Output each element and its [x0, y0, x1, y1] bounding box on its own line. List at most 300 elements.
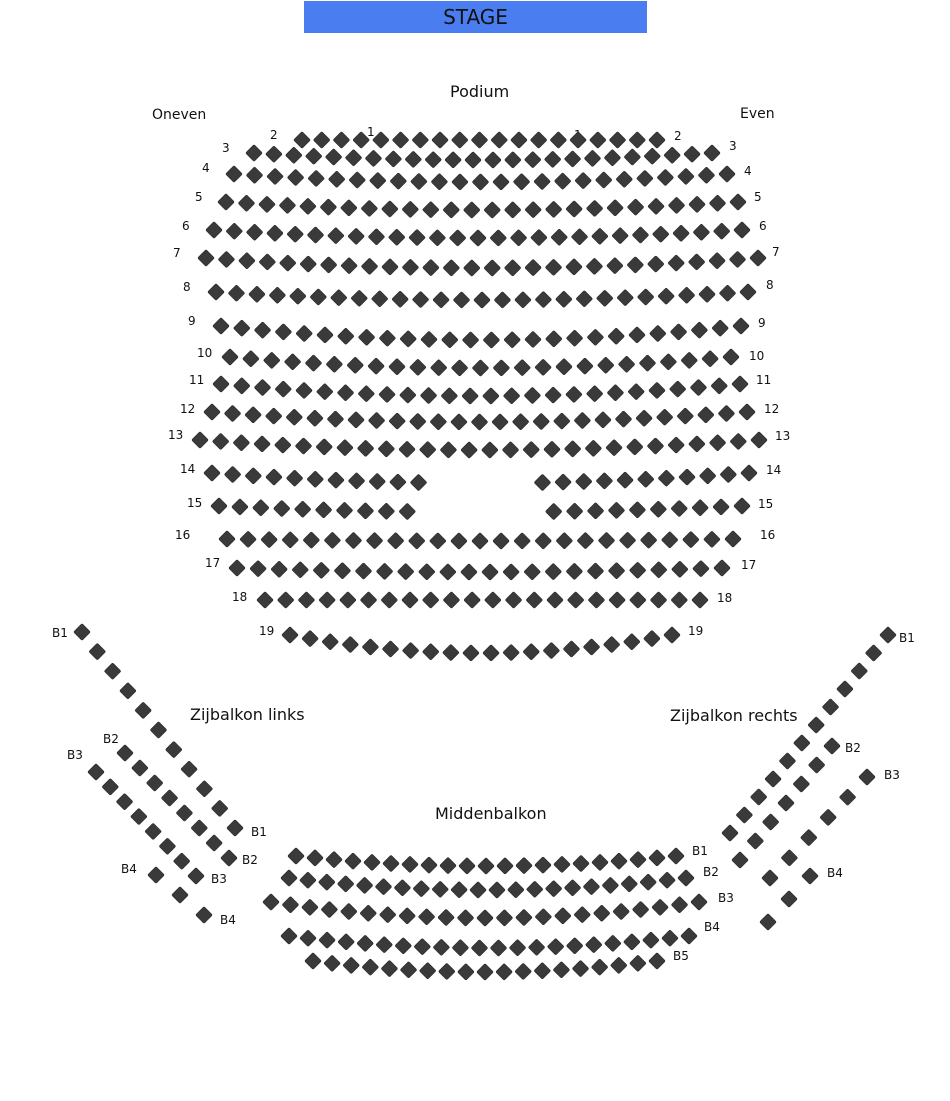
seat-midden-b1[interactable]	[630, 851, 647, 868]
seat-midden-b2[interactable]	[375, 878, 392, 895]
seat-midden-b1[interactable]	[611, 853, 628, 870]
seat-podium-row-2[interactable]	[644, 148, 661, 165]
seat-podium-row-1[interactable]	[491, 132, 508, 149]
seat-podium-row-14[interactable]	[734, 498, 751, 515]
seat-links-b3[interactable]	[188, 868, 205, 885]
seat-podium-row-5[interactable]	[673, 225, 690, 242]
seat-podium-row-7[interactable]	[392, 291, 409, 308]
seat-podium-row-10[interactable]	[275, 381, 292, 398]
seat-podium-row-9[interactable]	[284, 353, 301, 370]
seat-rechts-b3[interactable]	[762, 870, 779, 887]
seat-podium-row-1[interactable]	[471, 132, 488, 149]
seat-podium-row-8[interactable]	[587, 329, 604, 346]
seat-midden-b3[interactable]	[554, 907, 571, 924]
seat-podium-row-16[interactable]	[355, 563, 372, 580]
seat-podium-row-5[interactable]	[266, 225, 283, 242]
seat-podium-row-5[interactable]	[612, 227, 629, 244]
seat-podium-row-7[interactable]	[514, 291, 531, 308]
seat-podium-row-3[interactable]	[657, 169, 674, 186]
seat-midden-b3[interactable]	[379, 906, 396, 923]
seat-midden-b2[interactable]	[564, 879, 581, 896]
seat-midden-b5[interactable]	[381, 960, 398, 977]
seat-podium-row-15[interactable]	[240, 531, 257, 548]
seat-midden-b4[interactable]	[661, 930, 678, 947]
seat-podium-row-8[interactable]	[213, 318, 230, 335]
seat-podium-row-12[interactable]	[357, 440, 374, 457]
seat-links-b4[interactable]	[172, 887, 189, 904]
seat-links-b2[interactable]	[146, 775, 163, 792]
seat-podium-row-4[interactable]	[627, 199, 644, 216]
seat-midden-b5[interactable]	[362, 959, 379, 976]
seat-podium-row-2[interactable]	[584, 150, 601, 167]
seat-podium-row-4[interactable]	[443, 201, 460, 218]
seat-podium-row-12[interactable]	[274, 437, 291, 454]
seat-midden-b2[interactable]	[678, 870, 695, 887]
seat-podium-row-13[interactable]	[741, 465, 758, 482]
seat-midden-b1[interactable]	[326, 851, 343, 868]
seat-podium-row-18[interactable]	[402, 642, 419, 659]
seat-podium-row-6[interactable]	[422, 259, 439, 276]
seat-podium-row-15[interactable]	[472, 533, 489, 550]
seat-midden-b3[interactable]	[263, 894, 280, 911]
seat-podium-row-16[interactable]	[545, 563, 562, 580]
seat-podium-row-4[interactable]	[299, 198, 316, 215]
seat-podium-row-13[interactable]	[534, 474, 551, 491]
seat-rechts-b1[interactable]	[765, 771, 782, 788]
seat-podium-row-14[interactable]	[336, 502, 353, 519]
seat-links-b3[interactable]	[130, 808, 147, 825]
seat-podium-row-2[interactable]	[564, 150, 581, 167]
seat-links-b2[interactable]	[131, 760, 148, 777]
seat-podium-row-7[interactable]	[617, 289, 634, 306]
seat-rechts-b1[interactable]	[880, 627, 897, 644]
seat-podium-row-12[interactable]	[316, 438, 333, 455]
seat-midden-b2[interactable]	[299, 872, 316, 889]
seat-podium-row-14[interactable]	[273, 500, 290, 517]
seat-podium-row-4[interactable]	[279, 197, 296, 214]
seat-podium-row-16[interactable]	[671, 561, 688, 578]
seat-podium-row-16[interactable]	[292, 561, 309, 578]
seat-links-b1[interactable]	[135, 702, 152, 719]
seat-podium-row-12[interactable]	[295, 438, 312, 455]
seat-podium-row-1[interactable]	[510, 132, 527, 149]
seat-podium-row-5[interactable]	[307, 226, 324, 243]
seat-podium-row-4[interactable]	[218, 194, 235, 211]
seat-rechts-b1[interactable]	[822, 699, 839, 716]
seat-podium-row-2[interactable]	[465, 152, 482, 169]
seat-podium-row-16[interactable]	[418, 563, 435, 580]
seat-midden-b5[interactable]	[305, 953, 322, 970]
seat-rechts-b1[interactable]	[750, 789, 767, 806]
seat-links-b1[interactable]	[74, 624, 91, 641]
seat-podium-row-4[interactable]	[340, 199, 357, 216]
seat-podium-row-18[interactable]	[583, 638, 600, 655]
seat-podium-row-5[interactable]	[429, 229, 446, 246]
seat-midden-b3[interactable]	[340, 903, 357, 920]
seat-midden-b2[interactable]	[451, 881, 468, 898]
seat-podium-row-15[interactable]	[408, 532, 425, 549]
seat-midden-b2[interactable]	[488, 881, 505, 898]
seat-links-b2[interactable]	[206, 835, 223, 852]
seat-podium-row-15[interactable]	[303, 532, 320, 549]
seat-links-b1[interactable]	[211, 800, 228, 817]
seat-podium-row-18[interactable]	[442, 644, 459, 661]
seat-midden-b1[interactable]	[554, 856, 571, 873]
seat-podium-row-11[interactable]	[224, 405, 241, 422]
seat-podium-row-16[interactable]	[271, 561, 288, 578]
seat-podium-row-4[interactable]	[689, 196, 706, 213]
seat-podium-row-11[interactable]	[492, 413, 509, 430]
seat-podium-row-2[interactable]	[365, 150, 382, 167]
seat-podium-row-7[interactable]	[658, 288, 675, 305]
seat-podium-row-7[interactable]	[474, 292, 491, 309]
seat-midden-b1[interactable]	[668, 848, 685, 865]
seat-podium-row-1[interactable]	[589, 132, 606, 149]
seat-podium-row-2[interactable]	[285, 147, 302, 164]
seat-podium-row-11[interactable]	[553, 413, 570, 430]
seat-podium-row-1[interactable]	[333, 132, 350, 149]
seat-midden-b4[interactable]	[566, 937, 583, 954]
seat-podium-row-4[interactable]	[381, 200, 398, 217]
seat-podium-row-15[interactable]	[324, 532, 341, 549]
seat-podium-row-9[interactable]	[681, 352, 698, 369]
seat-podium-row-4[interactable]	[320, 199, 337, 216]
seat-rechts-b3[interactable]	[839, 789, 856, 806]
seat-links-b2[interactable]	[221, 850, 238, 867]
seat-podium-row-1[interactable]	[412, 132, 429, 149]
seat-podium-row-4[interactable]	[566, 200, 583, 217]
seat-midden-b3[interactable]	[535, 908, 552, 925]
seat-podium-row-14[interactable]	[650, 501, 667, 518]
seat-podium-row-15[interactable]	[661, 531, 678, 548]
seat-podium-row-10[interactable]	[379, 386, 396, 403]
seat-podium-row-10[interactable]	[441, 387, 458, 404]
seat-podium-row-10[interactable]	[254, 379, 271, 396]
seat-podium-row-9[interactable]	[702, 350, 719, 367]
seat-podium-row-7[interactable]	[555, 291, 572, 308]
seat-podium-row-9[interactable]	[639, 355, 656, 372]
seat-rechts-b2[interactable]	[732, 852, 749, 869]
seat-podium-row-12[interactable]	[502, 441, 519, 458]
seat-podium-row-11[interactable]	[594, 411, 611, 428]
seat-podium-row-3[interactable]	[698, 167, 715, 184]
seat-podium-row-12[interactable]	[378, 440, 395, 457]
seat-podium-row-12[interactable]	[647, 438, 664, 455]
seat-podium-row-1[interactable]	[313, 132, 330, 149]
seat-links-b3[interactable]	[145, 823, 162, 840]
seat-podium-row-4[interactable]	[668, 197, 685, 214]
seat-podium-row-7[interactable]	[412, 291, 429, 308]
seat-podium-row-7[interactable]	[740, 284, 757, 301]
seat-podium-row-6[interactable]	[341, 257, 358, 274]
seat-midden-b4[interactable]	[300, 930, 317, 947]
seat-podium-row-10[interactable]	[669, 381, 686, 398]
seat-podium-row-2[interactable]	[544, 151, 561, 168]
seat-midden-b4[interactable]	[452, 939, 469, 956]
seat-links-b2[interactable]	[161, 790, 178, 807]
seat-podium-row-12[interactable]	[688, 435, 705, 452]
seat-links-b1[interactable]	[165, 741, 182, 758]
seat-podium-row-17[interactable]	[526, 592, 543, 609]
seat-midden-b4[interactable]	[528, 939, 545, 956]
seat-podium-row-12[interactable]	[668, 437, 685, 454]
seat-podium-row-16[interactable]	[397, 563, 414, 580]
seat-podium-row-14[interactable]	[713, 498, 730, 515]
seat-podium-row-3[interactable]	[616, 171, 633, 188]
seat-podium-row-16[interactable]	[608, 562, 625, 579]
seat-podium-row-10[interactable]	[358, 385, 375, 402]
seat-podium-row-15[interactable]	[493, 533, 510, 550]
seat-podium-row-7[interactable]	[535, 291, 552, 308]
seat-rechts-b1[interactable]	[808, 717, 825, 734]
seat-podium-row-9[interactable]	[409, 359, 426, 376]
seat-podium-row-4[interactable]	[463, 202, 480, 219]
seat-podium-row-5[interactable]	[632, 226, 649, 243]
seat-podium-row-15[interactable]	[345, 532, 362, 549]
seat-midden-b4[interactable]	[642, 932, 659, 949]
seat-midden-b2[interactable]	[583, 878, 600, 895]
seat-podium-row-12[interactable]	[461, 442, 478, 459]
seat-rechts-b2[interactable]	[808, 757, 825, 774]
seat-midden-b5[interactable]	[591, 959, 608, 976]
seat-podium-row-10[interactable]	[462, 387, 479, 404]
seat-midden-b4[interactable]	[623, 933, 640, 950]
seat-midden-b3[interactable]	[457, 909, 474, 926]
seat-rechts-b2[interactable]	[824, 738, 841, 755]
seat-podium-row-6[interactable]	[382, 258, 399, 275]
seat-podium-row-11[interactable]	[615, 411, 632, 428]
seat-podium-row-11[interactable]	[656, 409, 673, 426]
seat-podium-row-5[interactable]	[246, 224, 263, 241]
seat-podium-row-18[interactable]	[342, 636, 359, 653]
seat-podium-row-1[interactable]	[629, 132, 646, 149]
seat-podium-row-6[interactable]	[198, 250, 215, 267]
seat-podium-row-8[interactable]	[296, 325, 313, 342]
seat-podium-row-9[interactable]	[430, 359, 447, 376]
seat-podium-row-4[interactable]	[361, 200, 378, 217]
seat-podium-row-12[interactable]	[606, 439, 623, 456]
seat-podium-row-8[interactable]	[254, 322, 271, 339]
seat-podium-row-14[interactable]	[608, 502, 625, 519]
seat-podium-row-6[interactable]	[218, 251, 235, 268]
seat-midden-b4[interactable]	[490, 939, 507, 956]
seat-podium-row-11[interactable]	[677, 408, 694, 425]
seat-podium-row-17[interactable]	[547, 592, 564, 609]
seat-podium-row-13[interactable]	[555, 474, 572, 491]
seat-podium-row-9[interactable]	[305, 355, 322, 372]
seat-podium-row-8[interactable]	[691, 322, 708, 339]
seat-midden-b1[interactable]	[497, 857, 514, 874]
seat-podium-row-9[interactable]	[723, 349, 740, 366]
seat-podium-row-14[interactable]	[231, 498, 248, 515]
seat-podium-row-8[interactable]	[733, 318, 750, 335]
seat-podium-row-10[interactable]	[316, 383, 333, 400]
seat-podium-row-5[interactable]	[510, 229, 527, 246]
seat-podium-row-15[interactable]	[725, 531, 742, 548]
seat-podium-row-3[interactable]	[410, 173, 427, 190]
seat-podium-row-18[interactable]	[382, 640, 399, 657]
seat-podium-row-14[interactable]	[629, 501, 646, 518]
seat-podium-row-7[interactable]	[330, 289, 347, 306]
seat-midden-b3[interactable]	[301, 899, 318, 916]
seat-podium-row-7[interactable]	[208, 284, 225, 301]
seat-podium-row-5[interactable]	[409, 229, 426, 246]
seat-podium-row-16[interactable]	[229, 560, 246, 577]
seat-midden-b4[interactable]	[604, 935, 621, 952]
seat-links-b2[interactable]	[117, 745, 134, 762]
seat-podium-row-9[interactable]	[576, 358, 593, 375]
seat-midden-b3[interactable]	[671, 896, 688, 913]
seat-podium-row-7[interactable]	[576, 290, 593, 307]
seat-podium-row-8[interactable]	[504, 331, 521, 348]
seat-podium-row-12[interactable]	[585, 440, 602, 457]
seat-rechts-b2[interactable]	[778, 795, 795, 812]
seat-podium-row-12[interactable]	[192, 432, 209, 449]
seat-podium-row-18[interactable]	[563, 640, 580, 657]
seat-podium-row-14[interactable]	[692, 499, 709, 516]
seat-podium-row-3[interactable]	[267, 168, 284, 185]
seat-podium-row-3[interactable]	[349, 172, 366, 189]
seat-podium-row-6[interactable]	[606, 257, 623, 274]
seat-podium-row-16[interactable]	[503, 563, 520, 580]
seat-podium-row-13[interactable]	[637, 471, 654, 488]
seat-podium-row-13[interactable]	[224, 466, 241, 483]
seat-podium-row-8[interactable]	[421, 331, 438, 348]
seat-podium-row-6[interactable]	[300, 256, 317, 273]
seat-podium-row-3[interactable]	[719, 166, 736, 183]
seat-podium-row-6[interactable]	[668, 255, 685, 272]
seat-midden-b2[interactable]	[318, 874, 335, 891]
seat-podium-row-18[interactable]	[543, 642, 560, 659]
seat-podium-row-8[interactable]	[712, 320, 729, 337]
seat-links-b1[interactable]	[196, 780, 213, 797]
seat-links-b1[interactable]	[227, 820, 244, 837]
seat-podium-row-14[interactable]	[399, 503, 416, 520]
seat-podium-row-5[interactable]	[734, 222, 751, 239]
seat-midden-b3[interactable]	[360, 905, 377, 922]
seat-podium-row-8[interactable]	[545, 330, 562, 347]
seat-midden-b3[interactable]	[515, 909, 532, 926]
seat-podium-row-3[interactable]	[554, 173, 571, 190]
seat-podium-row-2[interactable]	[504, 151, 521, 168]
seat-podium-row-12[interactable]	[523, 441, 540, 458]
seat-podium-row-7[interactable]	[310, 288, 327, 305]
seat-podium-row-16[interactable]	[376, 563, 393, 580]
seat-podium-row-15[interactable]	[556, 532, 573, 549]
seat-podium-row-4[interactable]	[402, 201, 419, 218]
seat-podium-row-10[interactable]	[565, 386, 582, 403]
seat-podium-row-3[interactable]	[636, 170, 653, 187]
seat-podium-row-2[interactable]	[246, 145, 263, 162]
seat-podium-row-8[interactable]	[483, 331, 500, 348]
seat-podium-row-17[interactable]	[505, 592, 522, 609]
seat-podium-row-11[interactable]	[450, 413, 467, 430]
seat-podium-row-5[interactable]	[652, 226, 669, 243]
seat-podium-row-1[interactable]	[570, 132, 587, 149]
seat-podium-row-3[interactable]	[575, 172, 592, 189]
seat-podium-row-1[interactable]	[550, 132, 567, 149]
seat-podium-row-14[interactable]	[211, 498, 228, 515]
seat-podium-row-2[interactable]	[385, 150, 402, 167]
seat-midden-b5[interactable]	[438, 963, 455, 980]
seat-podium-row-10[interactable]	[732, 376, 749, 393]
seat-podium-row-10[interactable]	[420, 387, 437, 404]
seat-podium-row-3[interactable]	[369, 172, 386, 189]
seat-podium-row-15[interactable]	[366, 532, 383, 549]
seat-midden-b1[interactable]	[459, 857, 476, 874]
seat-podium-row-15[interactable]	[577, 532, 594, 549]
seat-podium-row-3[interactable]	[246, 167, 263, 184]
seat-midden-b3[interactable]	[691, 894, 708, 911]
seat-podium-row-5[interactable]	[490, 229, 507, 246]
seat-podium-row-14[interactable]	[315, 501, 332, 518]
seat-podium-row-9[interactable]	[347, 357, 364, 374]
seat-midden-b1[interactable]	[516, 857, 533, 874]
seat-midden-b5[interactable]	[496, 963, 513, 980]
seat-podium-row-14[interactable]	[566, 503, 583, 520]
seat-podium-row-11[interactable]	[265, 408, 282, 425]
seat-podium-row-7[interactable]	[351, 290, 368, 307]
seat-podium-row-15[interactable]	[619, 532, 636, 549]
seat-podium-row-17[interactable]	[422, 592, 439, 609]
seat-midden-b1[interactable]	[535, 857, 552, 874]
seat-podium-row-11[interactable]	[636, 410, 653, 427]
seat-podium-row-6[interactable]	[320, 256, 337, 273]
seat-podium-row-5[interactable]	[591, 228, 608, 245]
seat-podium-row-15[interactable]	[429, 532, 446, 549]
seat-podium-row-5[interactable]	[206, 222, 223, 239]
seat-podium-row-16[interactable]	[692, 560, 709, 577]
seat-podium-row-7[interactable]	[248, 286, 265, 303]
seat-podium-row-1[interactable]	[372, 132, 389, 149]
seat-podium-row-12[interactable]	[543, 441, 560, 458]
seat-podium-row-6[interactable]	[647, 256, 664, 273]
seat-podium-row-3[interactable]	[308, 170, 325, 187]
seat-podium-row-6[interactable]	[238, 252, 255, 269]
seat-links-b1[interactable]	[89, 643, 106, 660]
seat-podium-row-6[interactable]	[709, 252, 726, 269]
seat-podium-row-17[interactable]	[484, 592, 501, 609]
seat-midden-b2[interactable]	[640, 874, 657, 891]
seat-podium-row-17[interactable]	[360, 592, 377, 609]
seat-podium-row-7[interactable]	[637, 288, 654, 305]
seat-midden-b5[interactable]	[477, 964, 494, 981]
seat-midden-b5[interactable]	[400, 961, 417, 978]
seat-podium-row-3[interactable]	[493, 173, 510, 190]
seat-podium-row-1[interactable]	[353, 132, 370, 149]
seat-podium-row-11[interactable]	[430, 413, 447, 430]
seat-podium-row-18[interactable]	[462, 644, 479, 661]
seat-midden-b3[interactable]	[418, 908, 435, 925]
seat-rechts-b1[interactable]	[722, 825, 739, 842]
seat-midden-b2[interactable]	[432, 881, 449, 898]
seat-podium-row-4[interactable]	[545, 201, 562, 218]
seat-podium-row-8[interactable]	[358, 329, 375, 346]
seat-podium-row-10[interactable]	[399, 387, 416, 404]
seat-midden-b3[interactable]	[282, 896, 299, 913]
seat-podium-row-1[interactable]	[649, 132, 666, 149]
seat-podium-row-10[interactable]	[607, 384, 624, 401]
seat-podium-row-10[interactable]	[545, 387, 562, 404]
seat-podium-row-3[interactable]	[328, 171, 345, 188]
seat-podium-row-14[interactable]	[357, 502, 374, 519]
seat-podium-row-9[interactable]	[597, 357, 614, 374]
seat-rechts-b3[interactable]	[820, 809, 837, 826]
seat-podium-row-6[interactable]	[566, 258, 583, 275]
seat-podium-row-13[interactable]	[679, 469, 696, 486]
seat-podium-row-8[interactable]	[441, 331, 458, 348]
seat-podium-row-2[interactable]	[624, 149, 641, 166]
